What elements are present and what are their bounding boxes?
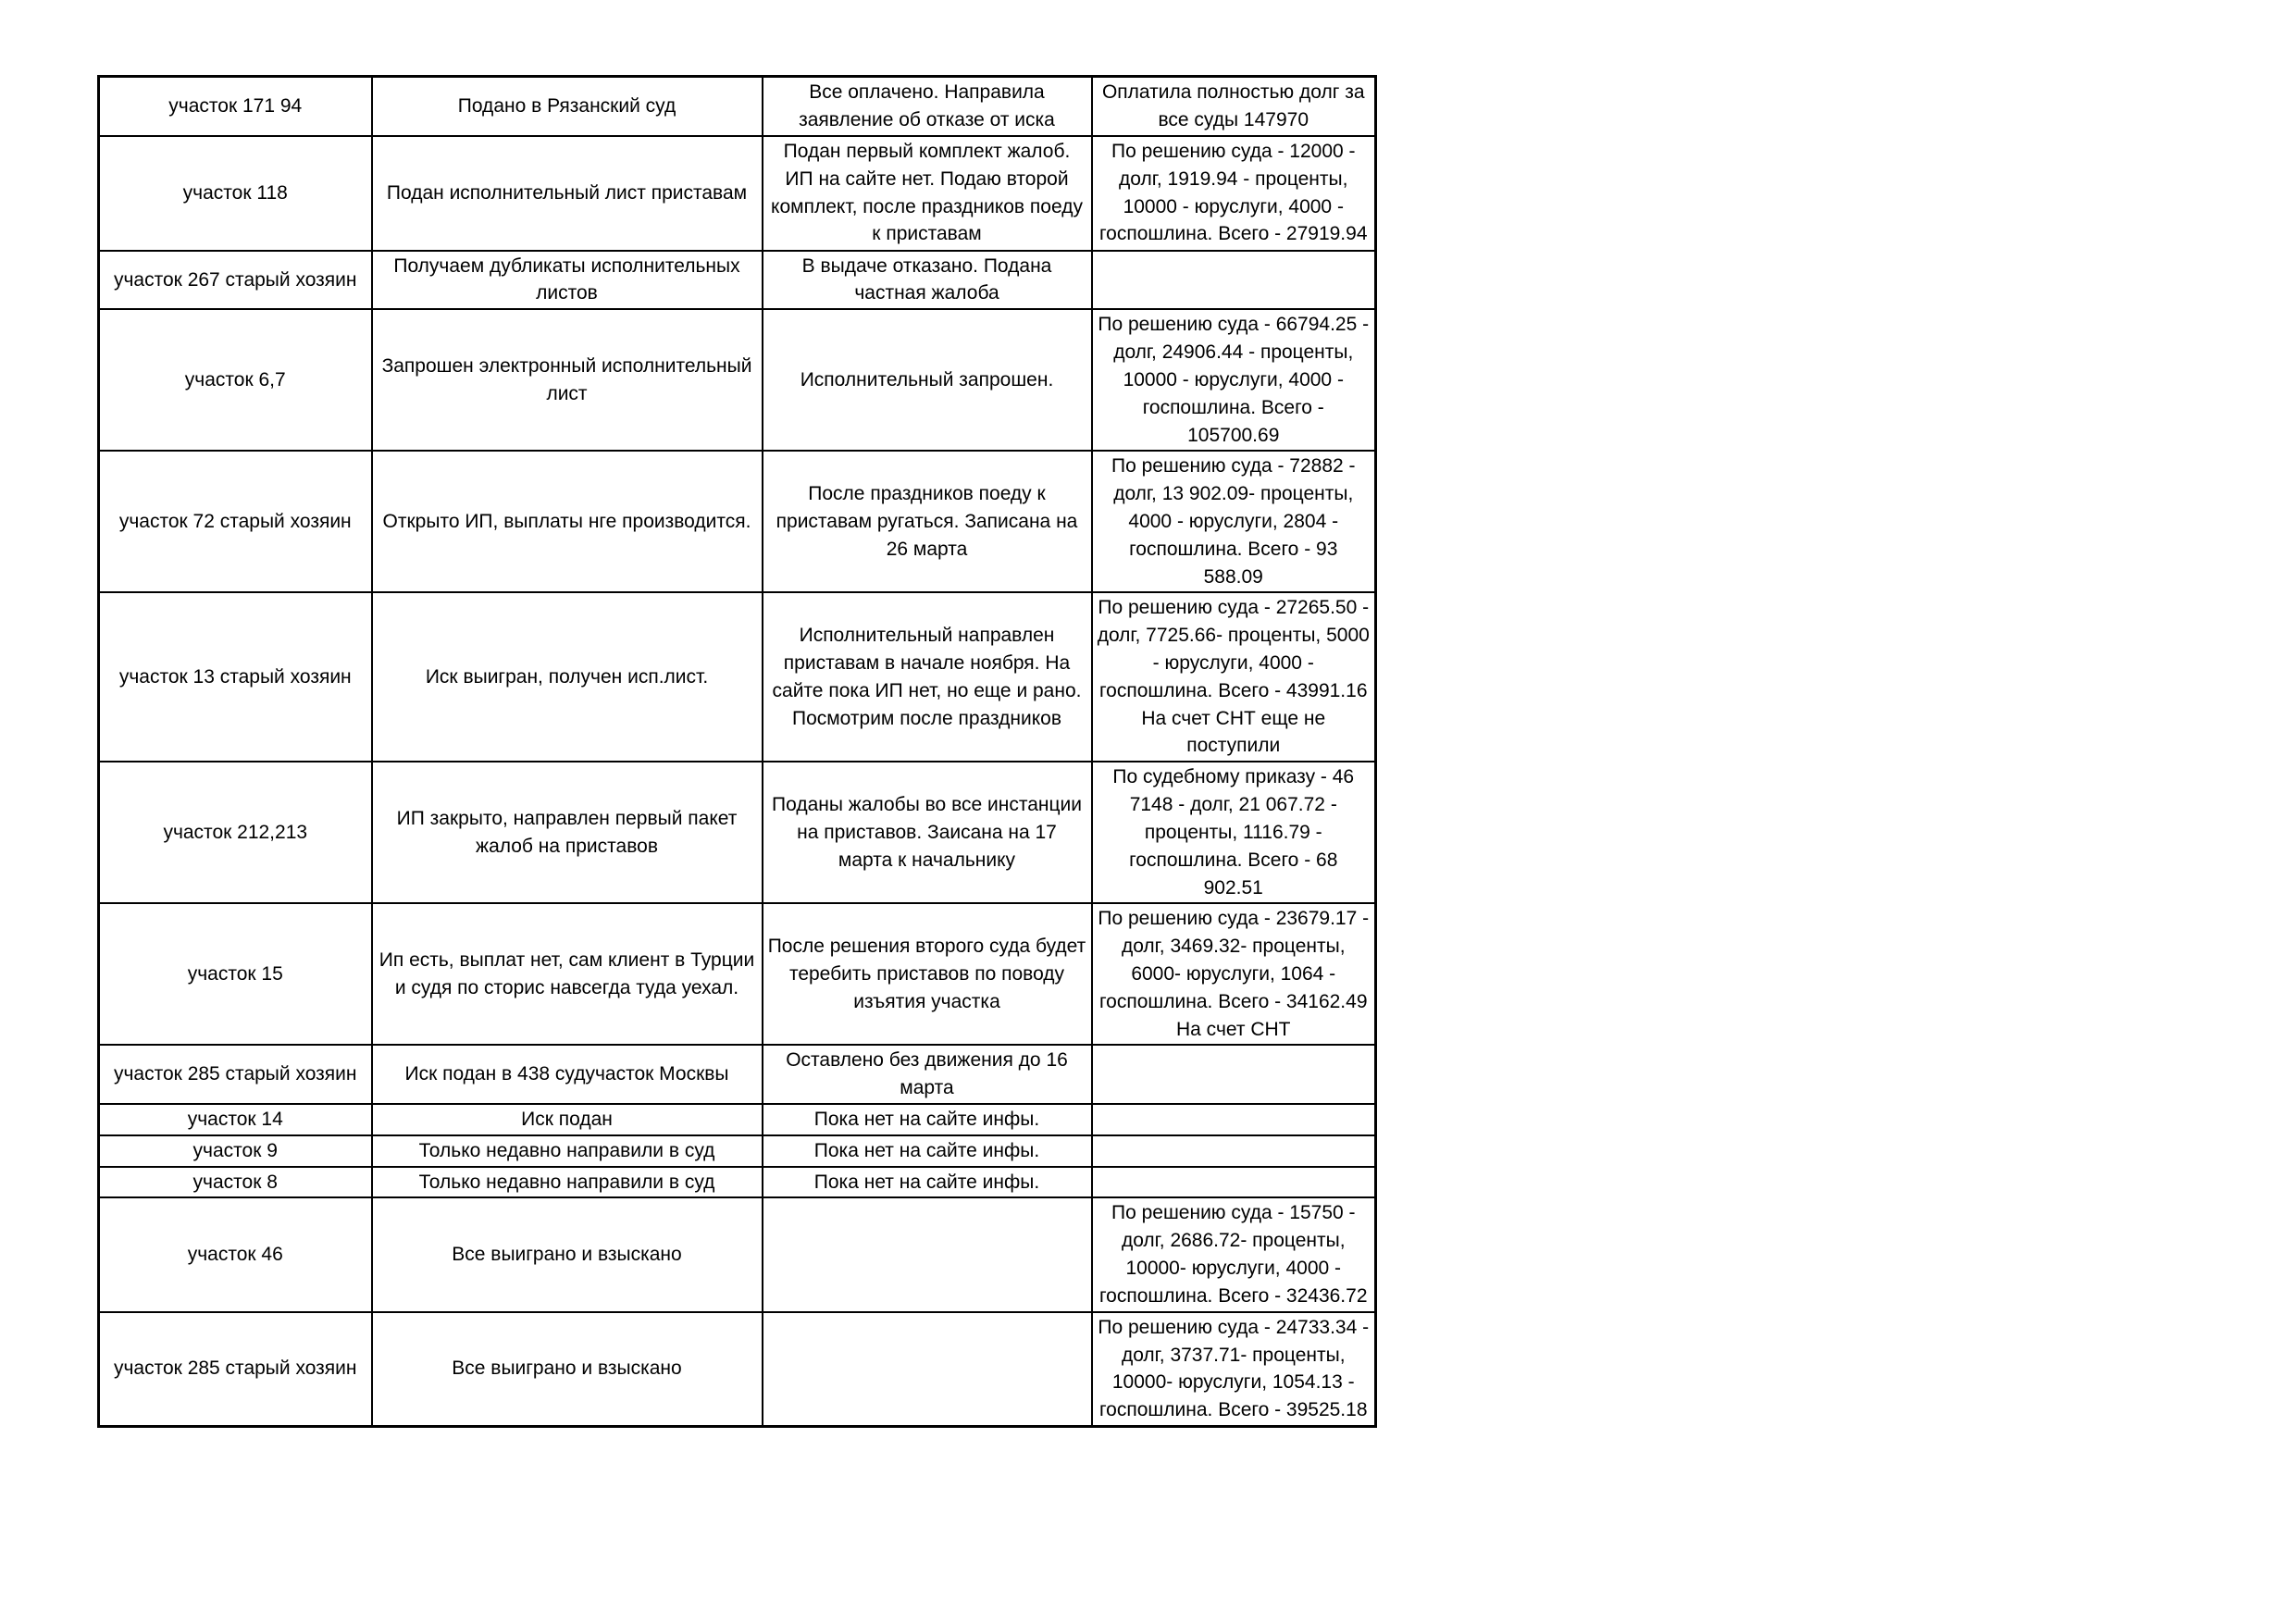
cell-current-action: После праздников поеду к приставам ругаться. Записана на 26 марта [763,451,1092,592]
cell-plot: участок 285 старый хозяин [99,1045,372,1104]
cell-current-action: Исполнительный направлен приставам в начале ноября. На сайте пока ИП нет, но еще и рано. Посмотрим после праздников [763,592,1092,762]
cell-plot: участок 267 старый хозяин [99,251,372,310]
table-row [99,136,1376,251]
cell-finance: По решению суда - 23679.17 - долг, 3469.32- проценты, 6000- юруслуги, 1064 - госпошлина. Всего - 34162.49 На счет СНТ [1092,903,1376,1045]
cell-court-status: Открыто ИП, выплаты нге производится. [372,451,763,592]
cell-current-action: Поданы жалобы во все инстанции на приставов. Заисана на 17 марта к начальнику [763,762,1092,903]
cell-current-action: Пока нет на сайте инфы. [763,1135,1092,1167]
cell-plot: участок 285 старый хозяин [99,1312,372,1427]
cell-court-status: Все выиграно и взыскано [372,1312,763,1427]
cell-plot: участок 15 [99,903,372,1045]
cell-current-action: Исполнительный запрошен. [763,309,1092,451]
cell-current-action: Подан первый комплект жалоб. ИП на сайте нет. Подаю второй комплект, после праздников поеду к приставам [763,136,1092,251]
table-row [99,1104,1376,1135]
cell-court-status: Подан исполнительный лист приставам [372,136,763,251]
cell-finance [1092,1135,1376,1167]
cell-finance: По решению суда - 27265.50 - долг, 7725.66- проценты, 5000 - юруслуги, 4000 - госпошлина. Всего - 43991.16 На счет СНТ еще не поступили [1092,592,1376,762]
cell-plot: участок 9 [99,1135,372,1167]
cell-finance: Оплатила полностью долг за все суды 147970 [1092,77,1376,136]
table-row [99,1045,1376,1104]
cell-finance [1092,251,1376,310]
cell-finance: По решению суда - 72882 - долг, 13 902.09- проценты, 4000 - юруслуги, 2804 - госпошлина. Всего - 93 588.09 [1092,451,1376,592]
table-row [99,1197,1376,1311]
cell-plot: участок 212,213 [99,762,372,903]
cell-finance [1092,1045,1376,1104]
cell-current-action: Пока нет на сайте инфы. [763,1167,1092,1198]
cell-plot: участок 118 [99,136,372,251]
table-row [99,251,1376,310]
cell-current-action: Все оплачено. Направила заявление об отказе от иска [763,77,1092,136]
cell-plot: участок 171 94 [99,77,372,136]
table-row [99,592,1376,762]
table-row [99,309,1376,451]
table-row [99,1312,1376,1427]
debt-table-body [99,77,1376,1427]
cell-court-status: Получаем дубликаты исполнительных листов [372,251,763,310]
cell-current-action: Пока нет на сайте инфы. [763,1104,1092,1135]
table-row [99,1167,1376,1198]
cell-current-action: Оставлено без движения до 16 марта [763,1045,1092,1104]
cell-court-status: Подано в Рязанский суд [372,77,763,136]
cell-current-action: После решения второго суда будет теребить приставов по поводу изъятия участка [763,903,1092,1045]
cell-court-status: Только недавно направили в суд [372,1167,763,1198]
cell-finance: По решению суда - 24733.34 - долг, 3737.71- проценты, 10000- юруслуги, 1054.13 - госпошлина. Всего - 39525.18 [1092,1312,1376,1427]
table-row [99,77,1376,136]
cell-plot: участок 13 старый хозяин [99,592,372,762]
cell-court-status: ИП закрыто, направлен первый пакет жалоб на приставов [372,762,763,903]
cell-finance: По решению суда - 15750 - долг, 2686.72- проценты, 10000- юруслуги, 4000 - госпошлина. Всего - 32436.72 [1092,1197,1376,1311]
cell-current-action [763,1197,1092,1311]
cell-finance: По решению суда - 66794.25 - долг, 24906.44 - проценты, 10000 - юруслуги, 4000 - госпошлина. Всего - 105700.69 [1092,309,1376,451]
cell-court-status: Иск подан в 438 судучасток Москвы [372,1045,763,1104]
cell-plot: участок 6,7 [99,309,372,451]
cell-current-action [763,1312,1092,1427]
cell-current-action: В выдаче отказано. Подана частная жалоба [763,251,1092,310]
cell-finance: По судебному приказу - 46 7148 - долг, 21 067.72 - проценты, 1116.79 - госпошлина. Всего - 68 902.51 [1092,762,1376,903]
cell-court-status: Ип есть, выплат нет, сам клиент в Турции и судя по сторис навсегда туда уехал. [372,903,763,1045]
cell-plot: участок 46 [99,1197,372,1311]
cell-plot: участок 72 старый хозяин [99,451,372,592]
cell-finance [1092,1167,1376,1198]
cell-plot: участок 14 [99,1104,372,1135]
table-row [99,762,1376,903]
cell-finance: По решению суда - 12000 - долг, 1919.94 - проценты, 10000 - юруслуги, 4000 - госпошлина. Всего - 27919.94 [1092,136,1376,251]
table-row [99,1135,1376,1167]
cell-court-status: Иск выигран, получен исп.лист. [372,592,763,762]
debt-table [97,75,1377,1428]
cell-plot: участок 8 [99,1167,372,1198]
cell-court-status: Только недавно направили в суд [372,1135,763,1167]
table-row [99,903,1376,1045]
table-row [99,451,1376,592]
cell-court-status: Запрошен электронный исполнительный лист [372,309,763,451]
cell-court-status: Иск подан [372,1104,763,1135]
cell-court-status: Все выиграно и взыскано [372,1197,763,1311]
cell-finance [1092,1104,1376,1135]
